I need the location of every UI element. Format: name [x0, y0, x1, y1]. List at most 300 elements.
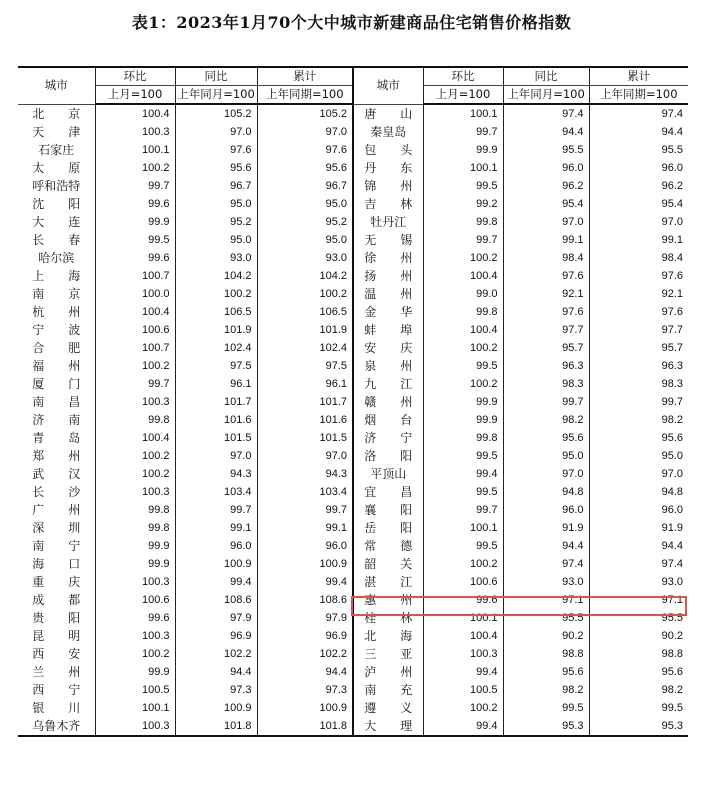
left-mom-cell: 100.1	[95, 141, 175, 159]
left-yoy-cell: 99.4	[175, 573, 257, 591]
right-yoy-cell: 97.4	[503, 104, 589, 123]
right-yoy-cell: 97.0	[503, 213, 589, 231]
right-city-cell: 泉 州	[353, 357, 423, 375]
left-city-cell: 长 沙	[32, 485, 81, 499]
left-mom-cell: 99.8	[95, 411, 175, 429]
mom-header-right: 环比	[423, 67, 503, 86]
right-city-cell: 包 头	[353, 141, 423, 159]
right-cum-cell: 91.9	[589, 519, 688, 537]
cum-header-left: 累计	[257, 67, 353, 86]
right-yoy-cell: 92.1	[503, 285, 589, 303]
right-mom-cell: 100.2	[423, 375, 503, 393]
left-mom-cell: 100.6	[95, 321, 175, 339]
table-row	[18, 195, 688, 213]
left-city-cell: 长 春	[32, 233, 81, 247]
right-cum-cell: 95.4	[589, 195, 688, 213]
right-city-cell: 韶 关	[353, 555, 423, 573]
left-mom-cell: 100.3	[95, 717, 175, 736]
left-cum-cell: 97.0	[257, 123, 353, 141]
right-city-cell: 洛 阳	[353, 447, 423, 465]
right-cum-cell: 97.6	[589, 303, 688, 321]
right-city-cell: 无 锡	[353, 231, 423, 249]
left-cum-cell: 101.9	[257, 321, 353, 339]
table-row	[18, 104, 688, 123]
right-city-cell: 宜 昌	[353, 483, 423, 501]
right-mom-cell: 99.6	[423, 591, 503, 609]
right-city-cell: 吉 林	[353, 195, 423, 213]
left-city-cell: 乌鲁木齐	[18, 717, 95, 736]
right-cum-cell: 96.0	[589, 159, 688, 177]
right-mom-cell: 99.5	[423, 357, 503, 375]
table-row	[18, 375, 688, 393]
right-mom-cell: 99.5	[423, 483, 503, 501]
right-city-cell: 遵 义	[353, 699, 423, 717]
cum-base-left: 上年同期=100	[257, 86, 353, 105]
right-yoy-cell: 98.8	[503, 645, 589, 663]
table-row	[18, 519, 688, 537]
left-cum-cell: 103.4	[257, 483, 353, 501]
right-mom-cell: 99.8	[423, 213, 503, 231]
left-yoy-cell: 101.6	[175, 411, 257, 429]
left-yoy-cell: 95.2	[175, 213, 257, 231]
right-city-cell: 湛 江	[353, 573, 423, 591]
left-yoy-cell: 103.4	[175, 483, 257, 501]
left-yoy-cell: 96.7	[175, 177, 257, 195]
left-yoy-cell: 100.2	[175, 285, 257, 303]
table-row	[18, 159, 688, 177]
left-city-cell: 广 州	[32, 503, 81, 517]
left-mom-cell: 100.4	[95, 303, 175, 321]
left-city-cell: 石家庄	[38, 143, 75, 157]
left-mom-cell: 100.2	[95, 645, 175, 663]
right-mom-cell: 100.2	[423, 249, 503, 267]
right-yoy-cell: 95.3	[503, 717, 589, 736]
yoy-header-right: 同比	[503, 67, 589, 86]
left-yoy-cell: 94.4	[175, 663, 257, 681]
table-row	[18, 231, 688, 249]
left-cum-cell: 101.8	[257, 717, 353, 736]
table-row	[18, 357, 688, 375]
left-cum-cell: 100.9	[257, 555, 353, 573]
right-yoy-cell: 94.4	[503, 123, 589, 141]
left-mom-cell: 100.4	[95, 429, 175, 447]
table-row	[18, 699, 688, 717]
left-yoy-cell: 96.9	[175, 627, 257, 645]
left-city-cell: 南 宁	[32, 539, 81, 553]
left-mom-cell: 100.3	[95, 573, 175, 591]
right-mom-cell: 100.4	[423, 627, 503, 645]
table-row	[18, 591, 688, 609]
right-mom-cell: 100.1	[423, 104, 503, 123]
table-row	[18, 411, 688, 429]
table-row	[18, 213, 688, 231]
price-index-table	[18, 66, 688, 737]
right-city-cell: 济 宁	[353, 429, 423, 447]
left-mom-cell: 99.7	[95, 375, 175, 393]
right-yoy-cell: 98.2	[503, 681, 589, 699]
left-yoy-cell: 97.0	[175, 447, 257, 465]
right-yoy-cell: 94.4	[503, 537, 589, 555]
right-city-cell: 惠 州	[353, 591, 423, 609]
left-city-cell: 昆 明	[32, 629, 81, 643]
table-row	[18, 447, 688, 465]
right-city-cell: 襄 阳	[353, 501, 423, 519]
right-cum-cell: 97.0	[589, 465, 688, 483]
table-row	[18, 429, 688, 447]
table-row	[18, 249, 688, 267]
right-mom-cell: 100.1	[423, 519, 503, 537]
right-yoy-cell: 97.6	[503, 267, 589, 285]
right-yoy-cell: 98.4	[503, 249, 589, 267]
right-cum-cell: 97.7	[589, 321, 688, 339]
right-city-cell: 大 理	[353, 717, 423, 736]
right-cum-cell: 95.5	[589, 609, 688, 627]
table-row	[18, 663, 688, 681]
right-yoy-cell: 95.4	[503, 195, 589, 213]
left-city-cell: 天 津	[32, 125, 81, 139]
left-cum-cell: 102.4	[257, 339, 353, 357]
right-cum-cell: 99.1	[589, 231, 688, 249]
right-city-cell: 九 江	[353, 375, 423, 393]
table-row	[18, 555, 688, 573]
right-mom-cell: 99.4	[423, 465, 503, 483]
left-yoy-cell: 101.5	[175, 429, 257, 447]
right-mom-cell: 99.9	[423, 141, 503, 159]
right-yoy-cell: 98.3	[503, 375, 589, 393]
right-city-cell: 南 充	[353, 681, 423, 699]
left-city-cell: 呼和浩特	[32, 179, 81, 193]
left-city-cell: 成 都	[32, 593, 81, 607]
left-cum-cell: 95.2	[257, 213, 353, 231]
left-city-cell: 南 京	[32, 287, 81, 301]
left-cum-cell: 95.0	[257, 231, 353, 249]
right-yoy-cell: 95.0	[503, 447, 589, 465]
left-yoy-cell: 100.9	[175, 699, 257, 717]
left-city-cell: 兰 州	[32, 665, 81, 679]
right-city-cell: 扬 州	[353, 267, 423, 285]
left-mom-cell: 100.6	[95, 591, 175, 609]
mom-base-left: 上月=100	[95, 86, 175, 105]
right-cum-cell: 98.8	[589, 645, 688, 663]
table-row	[18, 645, 688, 663]
left-city-cell: 西 安	[32, 647, 81, 661]
left-yoy-cell: 102.2	[175, 645, 257, 663]
right-city-cell: 岳 阳	[353, 519, 423, 537]
table-row	[18, 393, 688, 411]
mom-header-left: 环比	[95, 67, 175, 86]
right-mom-cell: 99.7	[423, 123, 503, 141]
right-cum-cell: 98.2	[589, 411, 688, 429]
left-mom-cell: 99.8	[95, 501, 175, 519]
left-yoy-cell: 95.0	[175, 231, 257, 249]
right-mom-cell: 99.8	[423, 303, 503, 321]
right-mom-cell: 100.5	[423, 681, 503, 699]
left-city-cell: 银 川	[32, 701, 81, 715]
table-row	[18, 267, 688, 285]
right-mom-cell: 100.4	[423, 267, 503, 285]
right-mom-cell: 99.4	[423, 717, 503, 736]
left-mom-cell: 99.9	[95, 663, 175, 681]
left-mom-cell: 100.3	[95, 123, 175, 141]
left-city-cell: 重 庆	[32, 575, 81, 589]
table-row	[18, 177, 688, 195]
right-cum-cell: 97.4	[589, 555, 688, 573]
right-yoy-cell: 95.5	[503, 141, 589, 159]
left-cum-cell: 101.7	[257, 393, 353, 411]
left-cum-cell: 96.9	[257, 627, 353, 645]
right-cum-cell: 97.1	[589, 591, 688, 609]
table-row	[18, 609, 688, 627]
left-city-cell: 哈尔滨	[38, 251, 75, 265]
left-mom-cell: 99.9	[95, 555, 175, 573]
left-city-cell: 青 岛	[32, 431, 81, 445]
left-city-cell: 深 圳	[32, 521, 81, 535]
left-cum-cell: 99.7	[257, 501, 353, 519]
right-cum-cell: 97.4	[589, 104, 688, 123]
left-yoy-cell: 100.9	[175, 555, 257, 573]
left-mom-cell: 100.2	[95, 357, 175, 375]
left-city-cell: 上 海	[32, 269, 81, 283]
left-yoy-cell: 97.6	[175, 141, 257, 159]
left-city-cell: 北 京	[32, 106, 81, 121]
right-cum-cell: 94.4	[589, 537, 688, 555]
left-mom-cell: 99.7	[95, 177, 175, 195]
left-mom-cell: 99.9	[95, 213, 175, 231]
left-cum-cell: 97.9	[257, 609, 353, 627]
right-city-cell: 蚌 埠	[353, 321, 423, 339]
left-yoy-cell: 99.1	[175, 519, 257, 537]
right-mom-cell: 99.2	[423, 195, 503, 213]
city-header-left: 城市	[18, 67, 95, 104]
left-cum-cell: 97.6	[257, 141, 353, 159]
left-cum-cell: 96.7	[257, 177, 353, 195]
right-yoy-cell: 95.5	[503, 609, 589, 627]
left-cum-cell: 106.5	[257, 303, 353, 321]
left-mom-cell: 99.6	[95, 195, 175, 213]
right-city-cell: 秦皇岛	[353, 123, 423, 141]
right-city-cell: 温 州	[353, 285, 423, 303]
left-yoy-cell: 96.1	[175, 375, 257, 393]
right-mom-cell: 99.5	[423, 447, 503, 465]
right-city-cell: 安 庆	[353, 339, 423, 357]
left-mom-cell: 100.7	[95, 267, 175, 285]
left-cum-cell: 101.5	[257, 429, 353, 447]
right-mom-cell: 99.7	[423, 231, 503, 249]
left-yoy-cell: 93.0	[175, 249, 257, 267]
right-yoy-cell: 97.4	[503, 555, 589, 573]
right-yoy-cell: 93.0	[503, 573, 589, 591]
right-mom-cell: 100.2	[423, 699, 503, 717]
left-cum-cell: 99.1	[257, 519, 353, 537]
left-cum-cell: 104.2	[257, 267, 353, 285]
left-yoy-cell: 101.9	[175, 321, 257, 339]
left-mom-cell: 100.3	[95, 627, 175, 645]
left-cum-cell: 100.2	[257, 285, 353, 303]
right-yoy-cell: 91.9	[503, 519, 589, 537]
right-city-cell: 常 德	[353, 537, 423, 555]
right-mom-cell: 100.3	[423, 645, 503, 663]
right-city-cell: 北 海	[353, 627, 423, 645]
right-yoy-cell: 97.6	[503, 303, 589, 321]
left-yoy-cell: 99.7	[175, 501, 257, 519]
left-cum-cell: 108.6	[257, 591, 353, 609]
left-cum-cell: 96.0	[257, 537, 353, 555]
right-cum-cell: 95.6	[589, 429, 688, 447]
left-yoy-cell: 97.5	[175, 357, 257, 375]
right-city-cell: 锦 州	[353, 177, 423, 195]
table-row	[18, 627, 688, 645]
left-city-cell: 西 宁	[32, 683, 81, 697]
table-row	[18, 321, 688, 339]
table-row	[18, 285, 688, 303]
left-city-cell: 大 连	[32, 215, 81, 229]
yoy-header-left: 同比	[175, 67, 257, 86]
right-city-cell: 徐 州	[353, 249, 423, 267]
left-mom-cell: 100.7	[95, 339, 175, 357]
left-yoy-cell: 105.2	[175, 104, 257, 123]
left-mom-cell: 100.3	[95, 393, 175, 411]
right-city-cell: 丹 东	[353, 159, 423, 177]
right-yoy-cell: 95.7	[503, 339, 589, 357]
left-cum-cell: 105.2	[257, 104, 353, 123]
left-city-cell: 沈 阳	[32, 197, 81, 211]
right-yoy-cell: 99.1	[503, 231, 589, 249]
right-yoy-cell: 96.0	[503, 159, 589, 177]
right-mom-cell: 99.8	[423, 429, 503, 447]
right-yoy-cell: 97.7	[503, 321, 589, 339]
right-mom-cell: 99.7	[423, 501, 503, 519]
left-cum-cell: 93.0	[257, 249, 353, 267]
yoy-base-right: 上年同月=100	[503, 86, 589, 105]
right-mom-cell: 100.1	[423, 609, 503, 627]
cum-base-right: 上年同期=100	[589, 86, 688, 105]
right-yoy-cell: 96.2	[503, 177, 589, 195]
left-yoy-cell: 94.3	[175, 465, 257, 483]
right-mom-cell: 100.4	[423, 321, 503, 339]
left-cum-cell: 94.4	[257, 663, 353, 681]
right-city-cell: 唐 山	[353, 104, 423, 123]
right-yoy-cell: 95.6	[503, 429, 589, 447]
table-row	[18, 573, 688, 591]
right-mom-cell: 99.5	[423, 537, 503, 555]
right-mom-cell: 99.4	[423, 663, 503, 681]
table-row	[18, 681, 688, 699]
right-yoy-cell: 94.8	[503, 483, 589, 501]
right-mom-cell: 100.6	[423, 573, 503, 591]
left-city-cell: 济 南	[32, 413, 81, 427]
header-row	[18, 67, 688, 86]
right-yoy-cell: 98.2	[503, 411, 589, 429]
left-city-cell: 海 口	[32, 557, 81, 571]
right-cum-cell: 96.2	[589, 177, 688, 195]
mom-base-right: 上月=100	[423, 86, 503, 105]
right-cum-cell: 96.0	[589, 501, 688, 519]
right-cum-cell: 95.7	[589, 339, 688, 357]
left-yoy-cell: 101.8	[175, 717, 257, 736]
left-yoy-cell: 97.9	[175, 609, 257, 627]
right-cum-cell: 93.0	[589, 573, 688, 591]
right-cum-cell: 99.5	[589, 699, 688, 717]
right-cum-cell: 98.4	[589, 249, 688, 267]
right-cum-cell: 90.2	[589, 627, 688, 645]
left-cum-cell: 99.4	[257, 573, 353, 591]
right-yoy-cell: 99.7	[503, 393, 589, 411]
right-mom-cell: 99.5	[423, 177, 503, 195]
right-yoy-cell: 97.1	[503, 591, 589, 609]
right-city-cell: 泸 州	[353, 663, 423, 681]
left-cum-cell: 97.3	[257, 681, 353, 699]
left-city-cell: 武 汉	[32, 467, 81, 481]
right-city-cell: 桂 林	[353, 609, 423, 627]
right-cum-cell: 98.3	[589, 375, 688, 393]
right-cum-cell: 95.5	[589, 141, 688, 159]
table-row	[18, 123, 688, 141]
right-cum-cell: 98.2	[589, 681, 688, 699]
left-city-cell: 宁 波	[32, 323, 81, 337]
right-cum-cell: 94.4	[589, 123, 688, 141]
table-row	[18, 483, 688, 501]
table-row	[18, 141, 688, 159]
left-mom-cell: 100.0	[95, 285, 175, 303]
left-cum-cell: 96.1	[257, 375, 353, 393]
left-yoy-cell: 95.6	[175, 159, 257, 177]
right-cum-cell: 95.3	[589, 717, 688, 736]
left-mom-cell: 100.5	[95, 681, 175, 699]
right-mom-cell: 100.1	[423, 159, 503, 177]
left-mom-cell: 100.2	[95, 159, 175, 177]
left-city-cell: 厦 门	[32, 377, 81, 391]
left-city-cell: 合 肥	[32, 341, 81, 355]
left-yoy-cell: 97.0	[175, 123, 257, 141]
left-city-cell: 福 州	[32, 359, 81, 373]
left-mom-cell: 99.8	[95, 519, 175, 537]
yoy-base-left: 上年同月=100	[175, 86, 257, 105]
right-yoy-cell: 90.2	[503, 627, 589, 645]
left-city-cell: 贵 阳	[32, 611, 81, 625]
right-mom-cell: 100.2	[423, 555, 503, 573]
left-yoy-cell: 108.6	[175, 591, 257, 609]
right-city-cell: 烟 台	[353, 411, 423, 429]
right-cum-cell: 97.0	[589, 213, 688, 231]
left-cum-cell: 102.2	[257, 645, 353, 663]
table-row	[18, 465, 688, 483]
left-mom-cell: 100.1	[95, 699, 175, 717]
left-cum-cell: 95.6	[257, 159, 353, 177]
left-cum-cell: 100.9	[257, 699, 353, 717]
left-yoy-cell: 102.4	[175, 339, 257, 357]
right-yoy-cell: 95.6	[503, 663, 589, 681]
city-header-right: 城市	[353, 67, 423, 104]
left-cum-cell: 97.0	[257, 447, 353, 465]
left-mom-cell: 100.4	[95, 104, 175, 123]
right-city-cell: 赣 州	[353, 393, 423, 411]
table-row	[18, 339, 688, 357]
left-cum-cell: 97.5	[257, 357, 353, 375]
left-city-cell: 郑 州	[32, 449, 81, 463]
table-row	[18, 717, 688, 736]
left-mom-cell: 100.2	[95, 465, 175, 483]
left-mom-cell: 99.6	[95, 609, 175, 627]
table-row	[18, 537, 688, 555]
table-title: 表1：2023年1月70个大中城市新建商品住宅销售价格指数	[131, 13, 572, 32]
left-yoy-cell: 97.3	[175, 681, 257, 699]
table-row	[18, 501, 688, 519]
left-mom-cell: 100.3	[95, 483, 175, 501]
right-cum-cell: 96.3	[589, 357, 688, 375]
left-city-cell: 杭 州	[32, 305, 81, 319]
left-yoy-cell: 104.2	[175, 267, 257, 285]
left-mom-cell: 99.9	[95, 537, 175, 555]
